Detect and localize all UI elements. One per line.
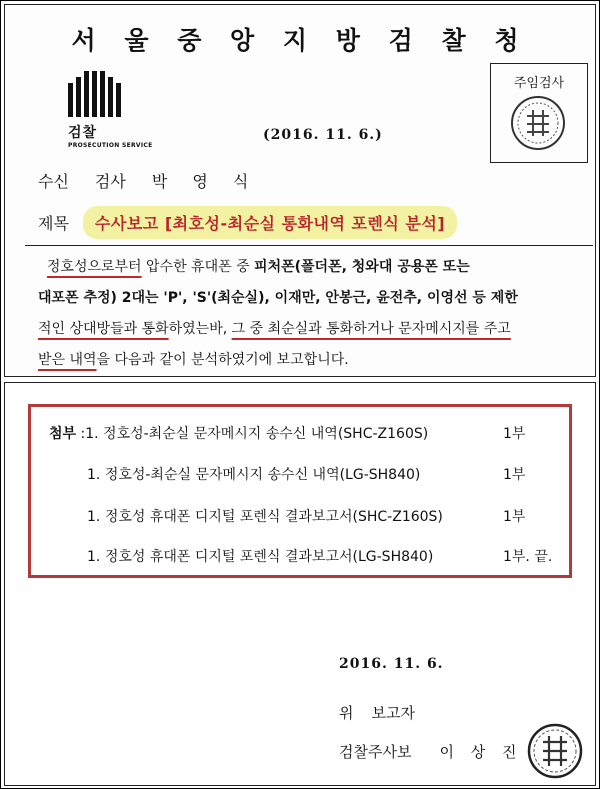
attachment-item xyxy=(87,464,420,484)
attachment-num: 1. xyxy=(87,467,101,483)
attachment-count: 1부 xyxy=(503,467,526,483)
signer-row xyxy=(339,741,522,762)
attachment-item: 첨부 :1. 정호성-최순실 문자메시지 송수신 내역(SHC-Z160S) xyxy=(49,426,429,442)
logo-subtitle: PROSECUTION SERVICE xyxy=(68,142,153,149)
attachment-item xyxy=(87,506,443,526)
attachment-count: 1부 xyxy=(503,509,526,525)
recipient-label: 수신 xyxy=(38,172,69,191)
subject-text: 수사보고 [최호성-최순실 통화내역 포렌식 분석] xyxy=(83,206,457,239)
signer-position: 검찰주사보 xyxy=(339,743,412,761)
report-body xyxy=(38,252,590,376)
prosecutor-stamp-box xyxy=(490,63,588,163)
underlined-phrase: 정호성으로부터 xyxy=(46,259,142,275)
body-line-4 xyxy=(38,345,590,376)
attachment-num: 1. xyxy=(85,426,99,442)
attachment-text: 정호성 휴대폰 디지털 포렌식 결과보고서(SHC-Z160S) xyxy=(104,509,443,525)
attachment-num: 1. xyxy=(87,509,101,525)
attachment-item xyxy=(87,546,433,566)
body-line-3 xyxy=(38,314,590,345)
footer-date: 2016. 11. 6. xyxy=(339,656,444,672)
subject-label: 제목 xyxy=(38,214,69,233)
attachment-num: 1. xyxy=(87,549,101,565)
underlined-phrase: 그 중 최순실과 통화하거나 문자메시지를 주고 xyxy=(231,321,511,337)
body-text-span: 을 다음과 같이 분석하였기에 보고합니다. xyxy=(96,352,349,368)
recipient-name: 박 영 식 xyxy=(151,172,259,191)
reporter-prefix: 위 xyxy=(339,704,354,722)
agency-title: 서 울 중 앙 지 방 검 찰 청 xyxy=(71,26,529,55)
report-date: (2016. 11. 6.) xyxy=(263,127,383,143)
attachments-label: 첨부 xyxy=(49,426,77,442)
attachment-text: 정호성-최순실 문자메시지 송수신 내역(SHC-Z160S) xyxy=(103,426,429,442)
attachments-box xyxy=(28,404,572,578)
attachment-count: 1부. 끝. xyxy=(503,549,553,565)
report-top-panel xyxy=(4,4,596,377)
body-line-1 xyxy=(38,252,590,283)
personal-seal-icon xyxy=(526,722,584,780)
attachment-text: 정호성 휴대폰 디지털 포렌식 결과보고서(LG-SH840) xyxy=(104,549,434,565)
logo-brand: 검찰 xyxy=(68,125,98,141)
prosecution-logo xyxy=(68,71,153,149)
reporter-label xyxy=(339,702,415,723)
underlined-phrase: 적인 상대방들과 통화 xyxy=(38,321,169,337)
recipient-row xyxy=(38,169,258,192)
stamp-label: 주임검사 xyxy=(513,76,565,91)
signer-name: 이 상 진 xyxy=(439,743,523,761)
reporter-text: 보고자 xyxy=(371,704,415,722)
body-text-span: 하였는바, xyxy=(168,321,232,337)
prosecution-logo-icon xyxy=(68,71,138,117)
seal-stamp-icon xyxy=(509,94,567,152)
subject-row xyxy=(38,206,457,239)
body-text-span: 압수한 휴대폰 중 xyxy=(141,259,255,275)
recipient-title: 검사 xyxy=(94,172,126,191)
body-text-span: 피처폰(폴더폰, 청와대 공용폰 또는 xyxy=(254,259,470,275)
body-line-2: 대포폰 추정) 2대는 'P', 'S'(최순실), 이재만, 안봉근, 윤전추, 이영선 등 제한 xyxy=(38,290,518,306)
attachment-text: 정호성-최순실 문자메시지 송수신 내역(LG-SH840) xyxy=(104,467,421,483)
underlined-phrase: 받은 내역 xyxy=(38,352,97,368)
attachment-count: 1부 xyxy=(503,426,526,442)
header-divider xyxy=(25,245,593,246)
